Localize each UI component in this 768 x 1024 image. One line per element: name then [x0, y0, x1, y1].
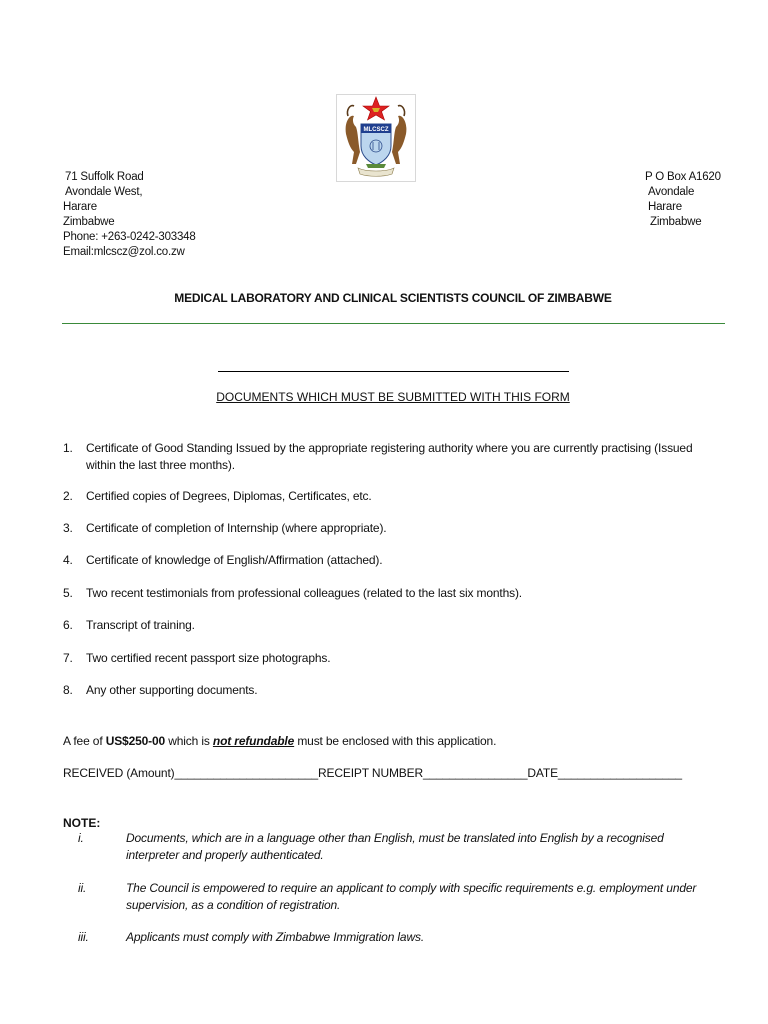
address-left [63, 170, 196, 260]
fee-middle: which is [165, 734, 213, 748]
fee-prefix: A fee of [63, 734, 106, 748]
address-email: Email:mlcscz@zol.co.zw [63, 246, 185, 258]
fee-not-refundable: not refundable [212, 734, 295, 748]
list-item [63, 440, 723, 474]
note-item-text: Applicants must comply with Zimbabwe Immigration laws. [126, 930, 424, 944]
list-item-text: Two recent testimonials from professional colleagues (related to the last six months). [86, 586, 522, 600]
form-title-blank-line [218, 371, 569, 372]
address-right-line2: Avondale [648, 186, 695, 198]
list-item [63, 650, 723, 667]
list-item [63, 520, 723, 537]
address-right-line3: Harare [648, 201, 682, 213]
list-item-number: 8. [63, 683, 73, 697]
note-item-text: The Council is empowered to require an applicant to comply with specific requirements e.g. employment under supervision, as a condition of registration. [126, 881, 697, 912]
list-item-text: Transcript of training. [86, 618, 195, 632]
list-item-number: 6. [63, 618, 73, 632]
list-item-text: Certificate of completion of Internship (where appropriate). [86, 521, 387, 535]
list-item [63, 585, 723, 602]
list-item-number: 4. [63, 553, 73, 567]
council-name: MEDICAL LABORATORY AND CLINICAL SCIENTISTS COUNCIL OF ZIMBABWE [174, 291, 612, 305]
documents-list [63, 440, 723, 699]
list-item-text: Any other supporting documents. [86, 683, 258, 697]
note-item [78, 929, 718, 946]
coat-of-arms-icon [336, 94, 416, 182]
note-item-number: ii. [78, 881, 87, 895]
note-heading: NOTE: [63, 816, 101, 830]
list-item-text: Two certified recent passport size photographs. [86, 651, 331, 665]
note-item [78, 880, 718, 914]
list-item-number: 3. [63, 521, 73, 535]
address-right-line4: Zimbabwe [650, 216, 702, 228]
address-left-line2: Avondale West, [65, 186, 143, 198]
note-item-text: Documents, which are in a language other than English, must be translated into English by a recognised interpreter and properly authenticated. [126, 831, 664, 862]
list-item [63, 617, 723, 634]
received-line: RECEIVED (Amount)______________________RECEIPT NUMBER________________DATE___________________ [63, 766, 682, 780]
list-item-number: 5. [63, 586, 73, 600]
list-item-text: Certificate of Good Standing Issued by the appropriate registering authority where you are currently practising (Issued within the last three months). [86, 441, 693, 472]
list-item [63, 488, 723, 505]
fee-statement [63, 734, 496, 748]
address-right [645, 170, 721, 230]
list-item-number: 7. [63, 651, 73, 665]
header-divider [62, 323, 725, 324]
address-left-line3: Harare [63, 201, 97, 213]
list-item-number: 2. [63, 489, 73, 503]
list-item-text: Certified copies of Degrees, Diplomas, Certificates, etc. [86, 489, 372, 503]
list-item [63, 682, 723, 699]
note-item-number: iii. [78, 930, 89, 944]
address-right-line1: P O Box A1620 [645, 171, 721, 183]
list-item-text: Certificate of knowledge of English/Affirmation (attached). [86, 553, 383, 567]
list-item-number: 1. [63, 441, 73, 455]
address-phone: Phone: +263-0242-303348 [63, 231, 196, 243]
note-item [78, 830, 718, 864]
list-item [63, 552, 723, 569]
address-left-line1: 71 Suffolk Road [65, 171, 144, 183]
note-item-number: i. [78, 831, 84, 845]
logo-badge-text: MLCSCZ [363, 127, 389, 133]
fee-amount: US$250-00 [105, 734, 166, 748]
documents-title: DOCUMENTS WHICH MUST BE SUBMITTED WITH THIS FORM [216, 390, 570, 404]
address-left-line4: Zimbabwe [63, 216, 115, 228]
fee-suffix: must be enclosed with this application. [294, 734, 497, 748]
council-logo [336, 94, 416, 182]
